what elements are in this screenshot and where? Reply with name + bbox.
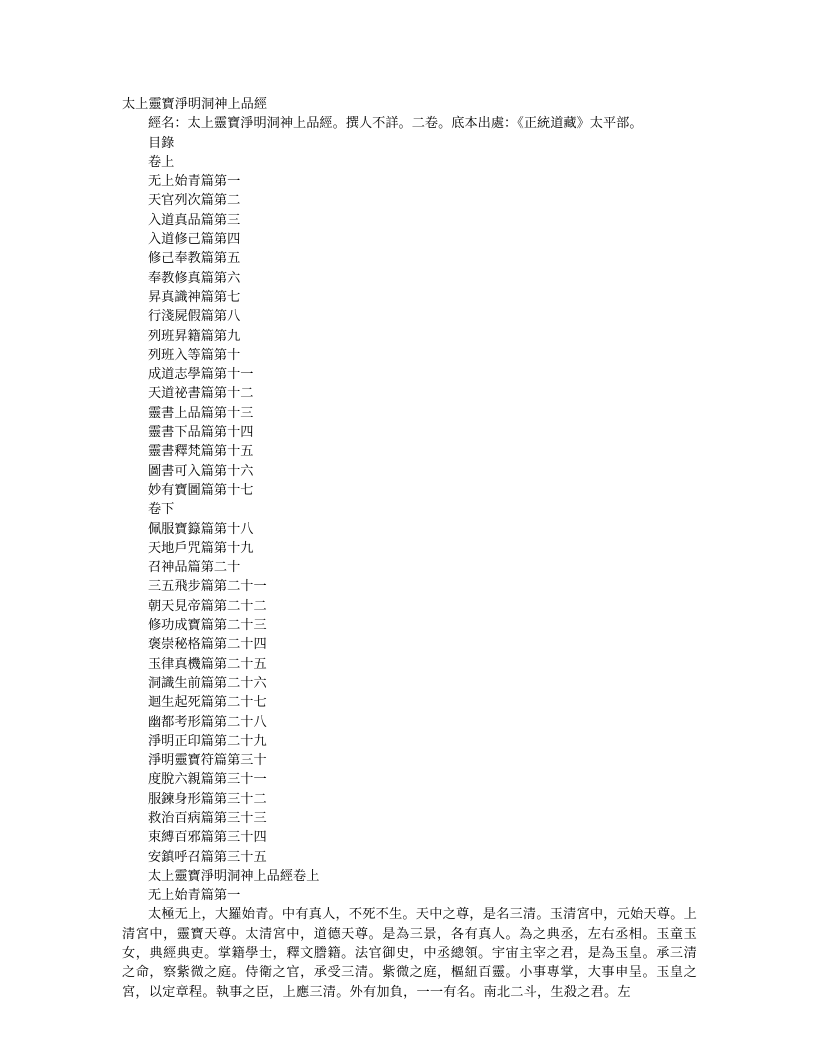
volume-one-heading: 卷上 xyxy=(148,154,175,170)
document-page xyxy=(122,95,697,1002)
toc-item: 行淺屍假篇第八 xyxy=(148,309,241,325)
toc-item: 靈書釋梵篇第十五 xyxy=(148,444,254,460)
toc-item: 束縛百邪篇第三十四 xyxy=(148,830,267,846)
body-paragraph: 太極无上，大羅始青。中有真人，不死不生。天中之尊，是名三清。玉清宮中，元始天尊。上清宮中，靈寶天尊。太清宮中，道德天尊。是為三景，各有真人。為之典丞，左右丞相。玉童玉女，典經典吏。掌籍學士，釋文謄籍。法官御史，中丞總領。宇宙主宰之君，是為玉皇。承三清之命，察紫微之庭。侍衛之官，承受三清。紫微之庭，樞紐百靈。小事專掌，大事申呈。玉皇之宮，以定章程。執事之臣，上應三清。外有加負，一一有名。南北二斗，生殺之君。左 xyxy=(122,907,697,1000)
toc-item: 列班入等篇第十 xyxy=(148,347,241,363)
toc-item: 天地戶咒篇第十九 xyxy=(148,540,254,556)
toc-item: 服鍊身形篇第三十二 xyxy=(148,791,267,807)
document-meta: 經名：太上靈寶淨明洞神上品經。撰人不詳。二卷。底本出處：《正統道藏》太平部。 xyxy=(148,116,643,132)
toc-item: 妙有寶圖篇第十七 xyxy=(148,482,254,498)
toc-item: 褒崇秘格篇第二十四 xyxy=(148,637,267,653)
toc-item: 迴生起死篇第二十七 xyxy=(148,695,267,711)
toc-item: 入道修己篇第四 xyxy=(148,232,241,248)
toc-item: 幽都考形篇第二十八 xyxy=(148,714,267,730)
toc-item: 朝天見帝篇第二十二 xyxy=(148,598,267,614)
toc-heading: 目錄 xyxy=(148,135,175,151)
toc-item: 淨明正印篇第二十九 xyxy=(148,733,267,749)
toc-item: 安鎮呼召篇第三十五 xyxy=(148,849,267,865)
scroll-title: 太上靈寶淨明洞神上品經卷上 xyxy=(148,868,320,884)
toc-item: 靈書下品篇第十四 xyxy=(148,425,254,441)
toc-item: 救治百病篇第三十三 xyxy=(148,810,267,826)
toc-item: 列班昇籍篇第九 xyxy=(148,328,241,344)
toc-item: 修己奉教篇第五 xyxy=(148,251,241,267)
toc-item: 度脫六親篇第三十一 xyxy=(148,772,267,788)
toc-item: 洞識生前篇第二十六 xyxy=(148,675,267,691)
toc-item: 天道祕書篇第十二 xyxy=(148,386,254,402)
toc-item: 天官列次篇第二 xyxy=(148,193,241,209)
toc-item: 成道志學篇第十一 xyxy=(148,367,254,383)
volume-two-heading: 卷下 xyxy=(148,502,175,518)
toc-item: 入道真品篇第三 xyxy=(148,212,241,228)
toc-volume-one xyxy=(122,172,697,500)
toc-item: 佩服寶籙篇第十八 xyxy=(148,521,254,537)
toc-item: 三五飛步篇第二十一 xyxy=(148,579,267,595)
toc-item: 昇真識神篇第七 xyxy=(148,289,241,305)
document-title: 太上靈寶淨明洞神上品經 xyxy=(122,97,268,112)
toc-item: 玉律真機篇第二十五 xyxy=(148,656,267,672)
toc-item: 靈書上品篇第十三 xyxy=(148,405,254,421)
toc-item: 修功成寶篇第二十三 xyxy=(148,618,267,634)
toc-item: 召神品篇第二十 xyxy=(148,560,241,576)
chapter-title: 无上始青篇第一 xyxy=(148,888,241,904)
toc-volume-two xyxy=(122,520,697,867)
toc-item: 圖書可入篇第十六 xyxy=(148,463,254,479)
toc-item: 奉教修真篇第六 xyxy=(148,270,241,286)
toc-item: 淨明靈寶符篇第三十 xyxy=(148,753,267,769)
toc-item: 无上始青篇第一 xyxy=(148,174,241,190)
